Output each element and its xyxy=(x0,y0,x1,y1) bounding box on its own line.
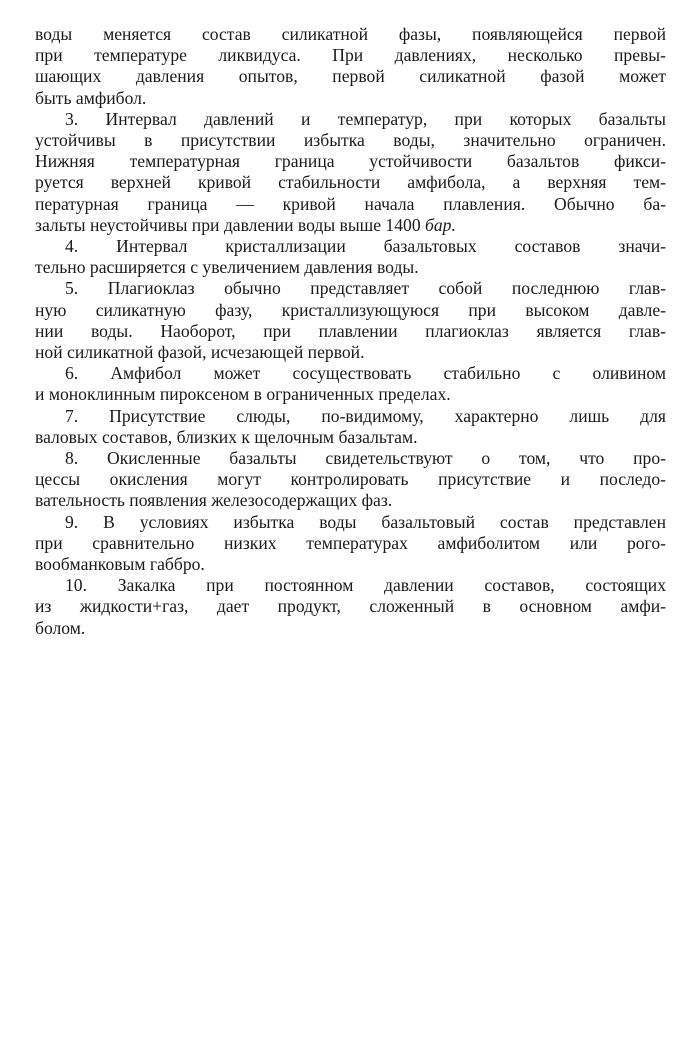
text-line: при сравнительно низких температурах амфиболитом или рого- xyxy=(35,532,666,553)
text-line: цессы окисления могут контролировать присутствие и последо- xyxy=(35,469,666,490)
text-line: воды меняется состав силикатной фазы, появляющейся первой xyxy=(35,24,666,44)
text-line: 10. Закалка при постоянном давлении составов, состоящих xyxy=(65,575,666,596)
paragraph-item-7 xyxy=(35,406,666,448)
text-line: Нижняя температурная граница устойчивости базальтов фикси- xyxy=(35,151,666,172)
text-line: ную силикатную фазу, кристаллизующуюся при высоком давле- xyxy=(35,299,666,320)
paragraph-item-5 xyxy=(35,278,666,363)
paragraph-item-6 xyxy=(35,363,666,405)
text-line: 4. Интервал кристаллизации базальтовых составов значи- xyxy=(65,236,666,257)
text-line: и моноклинным пироксеном в ограниченных пределах. xyxy=(35,384,451,405)
text-line: ной силикатной фазой, исчезающей первой. xyxy=(35,342,365,363)
text-line: 8. Окисленные базальты свидетельствуют о том, что про- xyxy=(65,448,666,469)
text-line: нии воды. Наоборот, при плавлении плагиоклаз является глав- xyxy=(35,320,666,341)
text-line: болом. xyxy=(35,617,86,638)
text-line: 3. Интервал давлений и температур, при которых базальты xyxy=(65,108,666,129)
paragraph-item-10 xyxy=(35,575,666,639)
text-line: из жидкости+газ, дает продукт, сложенный в основном амфи- xyxy=(35,596,666,617)
text-line: вательность появления железосодержащих фаз. xyxy=(35,490,393,511)
text-line: 6. Амфибол может сосуществовать стабильно с оливином xyxy=(65,363,666,384)
paragraph-item-3 xyxy=(35,109,666,236)
text-line: 5. Плагиоклаз обычно представляет собой последнюю глав- xyxy=(65,278,666,299)
text-line: руется верхней кривой стабильности амфибола, а верхняя тем- xyxy=(35,172,666,193)
paragraph-item-9 xyxy=(35,512,666,576)
text-line: тельно расширяется с увеличением давления воды. xyxy=(35,257,419,278)
paragraph-item-8 xyxy=(35,448,666,512)
text-line: при температуре ликвидуса. При давлениях, несколько превы- xyxy=(35,45,666,66)
text-line: валовых составов, близких к щелочным базальтам. xyxy=(35,426,418,447)
document-page xyxy=(35,24,666,639)
text-line: устойчивы в присутствии избытка воды, значительно ограничен. xyxy=(35,130,666,151)
paragraph-continuation xyxy=(35,24,666,109)
text-line: вообманковым габбро. xyxy=(35,554,205,575)
text-line: пературная граница — кривой начала плавления. Обычно ба- xyxy=(35,193,666,214)
text-line: 9. В условиях избытка воды базальтовый состав представлен xyxy=(65,511,666,532)
paragraph-item-4 xyxy=(35,236,666,278)
unit-bar: бар. xyxy=(425,214,456,235)
text-line: зальты неустойчивы при давлении воды выше 1400 бар. xyxy=(35,214,456,235)
text-line: 7. Присутствие слюды, по-видимому, характерно лишь для xyxy=(65,405,666,426)
text-line: быть амфибол. xyxy=(35,87,147,108)
text-line: шающих давления опытов, первой силикатной фазой может xyxy=(35,66,666,87)
